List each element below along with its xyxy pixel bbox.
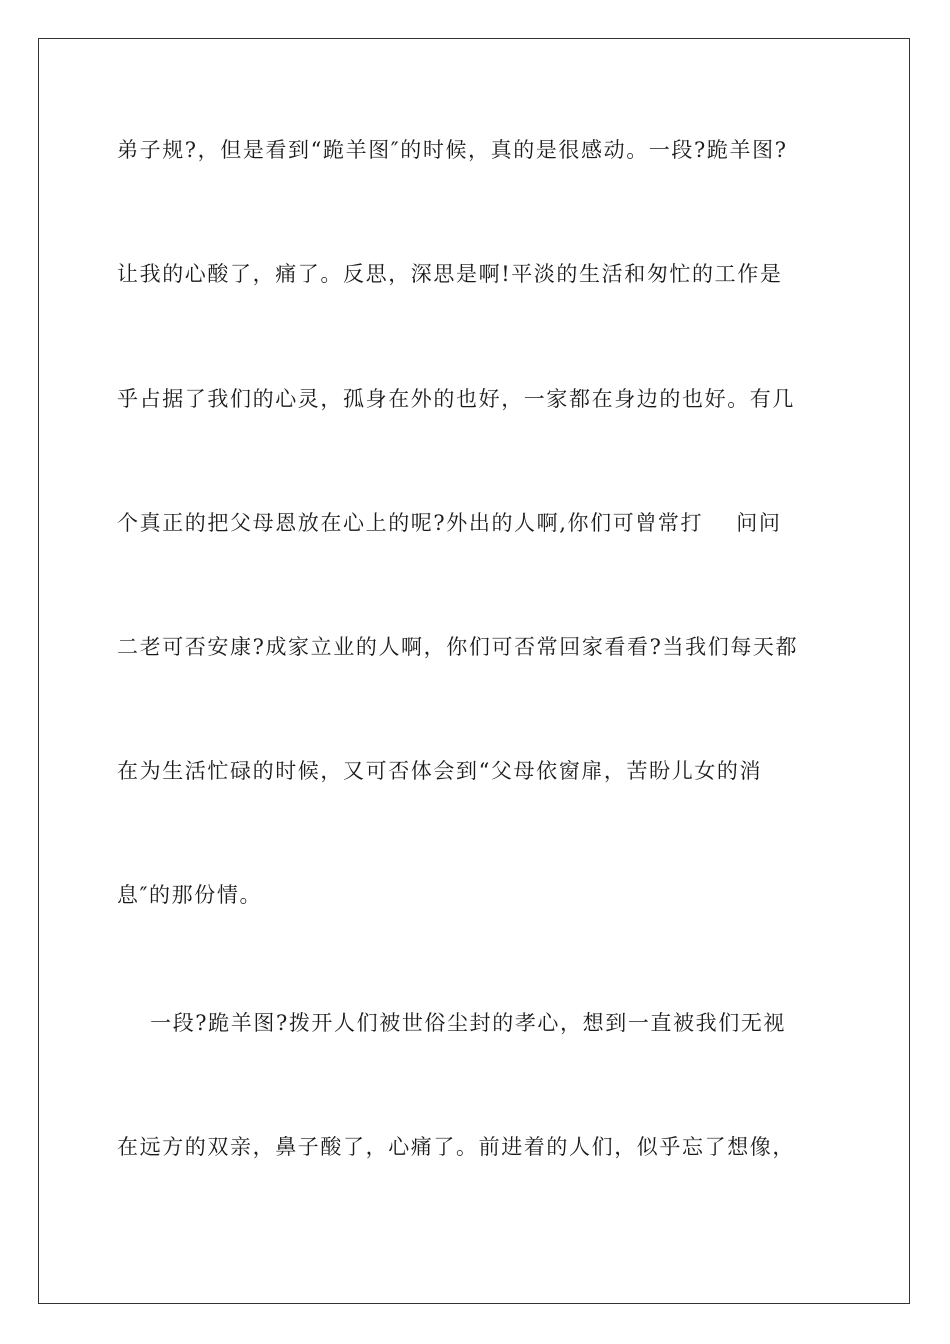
text-line-9: 在远方的双亲，鼻子酸了，心痛了。前进着的人们，似乎忘了想像， [117, 1135, 795, 1159]
text-line-2: 让我的心酸了，痛了。反思，深思是啊!平淡的生活和匆忙的工作是 [117, 262, 783, 286]
text-line-4: 个真正的把父母恩放在心上的呢?外出的人啊,你们可曾常打 问问 [117, 511, 782, 535]
page-border [38, 38, 910, 1304]
text-line-7: 息″的那份情。 [117, 883, 263, 907]
text-line-3: 乎占据了我们的心灵，孤身在外的也好，一家都在身边的也好。有几 [117, 387, 795, 411]
text-line-8: 一段?跪羊图?拨开人们被世俗尘封的孝心，想到一直被我们无视 [117, 1011, 787, 1035]
text-line-5: 二老可否安康?成家立业的人啊，你们可否常回家看看?当我们每天都 [117, 635, 799, 659]
text-line-1: 弟子规?，但是看到“跪羊图″的时候，真的是很感动。一段?跪羊图? [117, 138, 788, 162]
text-line-6: 在为生活忙碌的时候，又可否体会到“父母依窗扉，苦盼儿女的消 [117, 759, 763, 783]
